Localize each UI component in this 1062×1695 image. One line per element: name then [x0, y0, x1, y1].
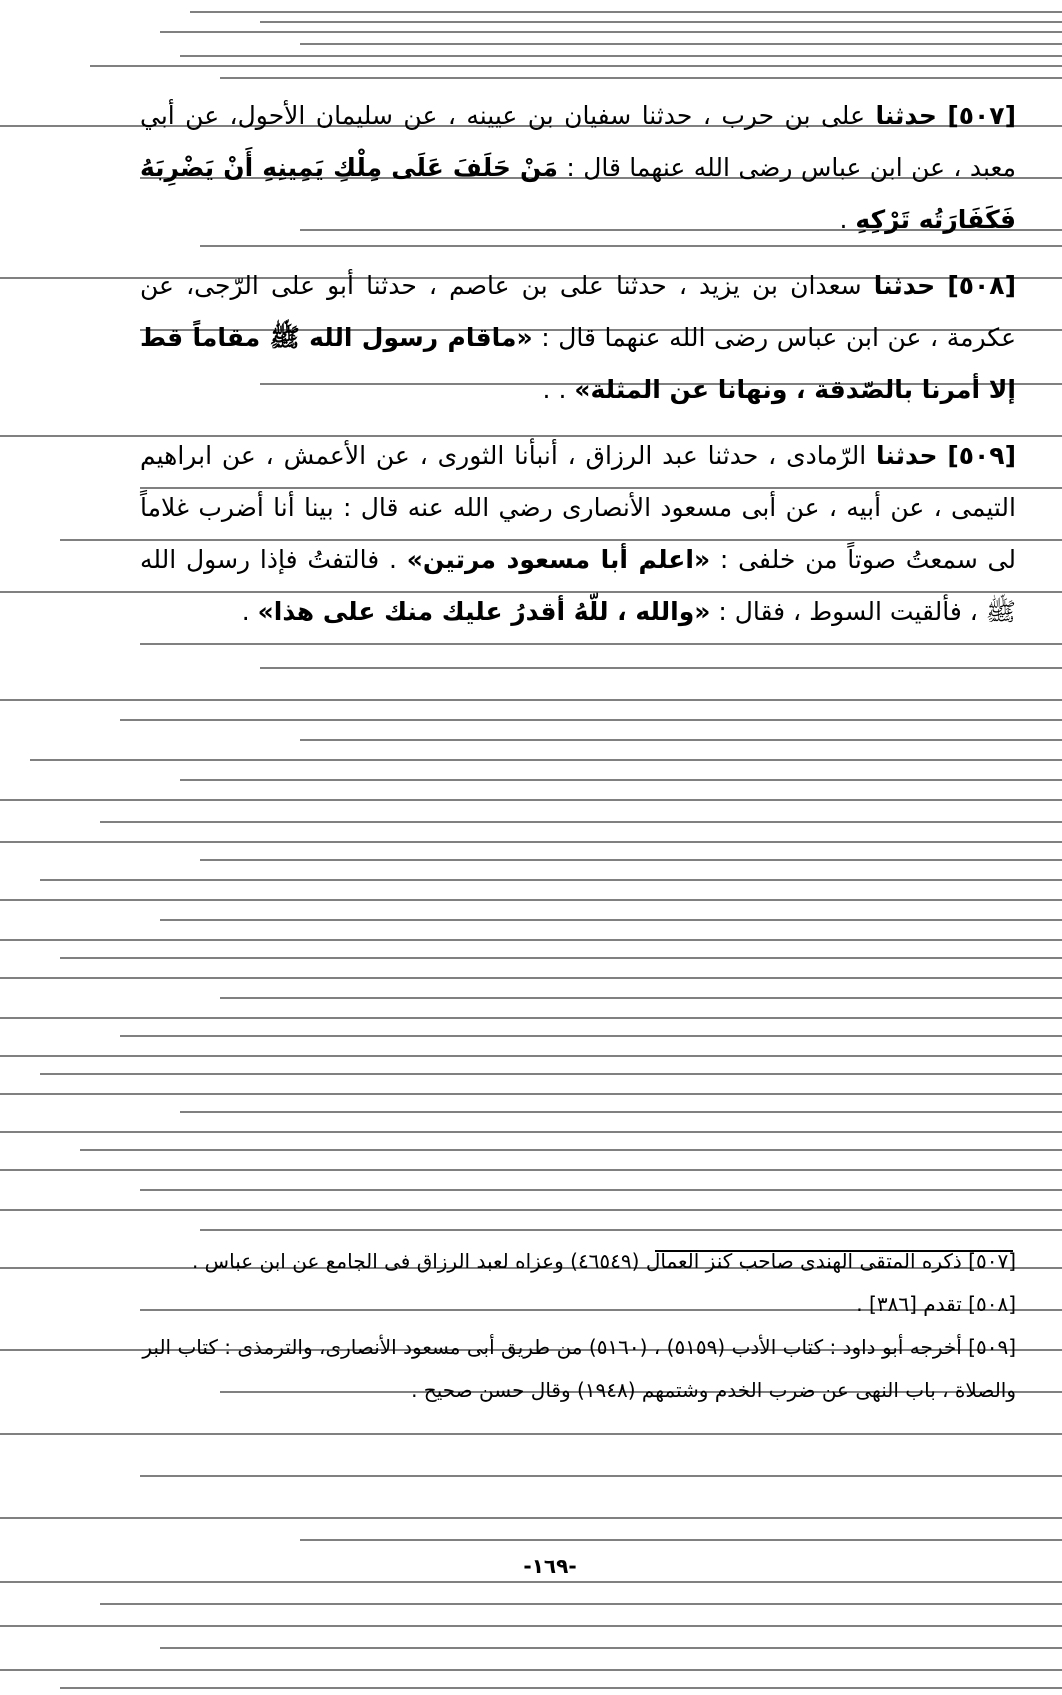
hadith-body: الرّمادى ، حدثنا عبد الرزاق ، أنبأنا الثورى ، عن الأعمش ، عن ابراهيم التيمى ، عن أبيه ، عن أبى مسعود الأنصارى رضي الله عنه قال : بينا أنا أضرب غلاماً لى سمعتُ صوتاً من خلفى : — [140, 441, 1017, 574]
hadith-quote: مَنْ حَلَفَ عَلَى مِلْكِ يَمِينِهِ أَنْ يَضْرِبَهُ فَكَفَارَتُه تَرْكِهِ — [140, 153, 1016, 234]
footnote-507: [٥٠٧] ذكره المتقى الهندى صاحب كنز العمال (٤٦٥٤٩) وعزاه لعبد الرزاق فى الجامع عن ابن عباس . — [191, 1249, 1016, 1273]
hadith-opener: حدثنا — [873, 271, 936, 300]
hadith-number: [٥٠٨] — [947, 271, 1016, 300]
hadith-number: [٥٠٩] — [947, 441, 1016, 470]
hadith-508 — [140, 260, 1016, 416]
footnotes — [140, 1240, 1016, 1412]
page-number: -١٦٩- — [523, 1554, 577, 1578]
hadith-opener: حدثنا — [875, 101, 937, 130]
footnote-509: [٥٠٩] أخرجه أبو داود : كتاب الأدب (٥١٥٩) ، (٥١٦٠) من طريق أبى مسعود الأنصارى، والترمذى : كتاب البر والصلاة ، باب النهى عن ضرب الخدم وشتمهم (١٩٤٨) وقال حسن صحيح . — [142, 1335, 1016, 1402]
hadith-quote: «اعلم أبا مسعود مرتين» — [406, 545, 711, 574]
hadith-body-2: . فالتفتُ فإذا رسول الله ﷺ ، فألقيت السوط ، فقال : — [140, 545, 1016, 626]
hadith-tail: . — [241, 597, 258, 626]
hadith-opener: حدثنا — [876, 441, 938, 470]
hadith-507 — [140, 90, 1016, 246]
hadith-tail: . . — [542, 375, 575, 404]
hadith-body: سعدان بن يزيد ، حدثنا على بن عاصم ، حدثنا أبو على الرّجى، عن عكرمة ، عن ابن عباس رضى الله عنهما قال : — [140, 271, 1016, 352]
hadith-quote-2: «والله ، للّهُ أقدرُ عليك منك على هذا» — [257, 597, 711, 626]
hadith-body: على بن حرب ، حدثنا سفيان بن عيينه ، عن سليمان الأحول، عن أبي معبد ، عن ابن عباس رضى الله عنهما قال : — [140, 101, 1016, 182]
hadith-quote: «ماقام رسول الله ﷺ مقاماً قط إلا أمرنا بالصّدقة ، ونهانا عن المثلة» — [140, 323, 1016, 404]
footnote-508: [٥٠٨] تقدم [٣٨٦] . — [856, 1292, 1016, 1316]
hadith-number: [٥٠٧] — [947, 101, 1016, 130]
hadith-509 — [140, 430, 1016, 638]
hadith-tail: . — [839, 205, 856, 234]
main-text — [140, 90, 1016, 652]
